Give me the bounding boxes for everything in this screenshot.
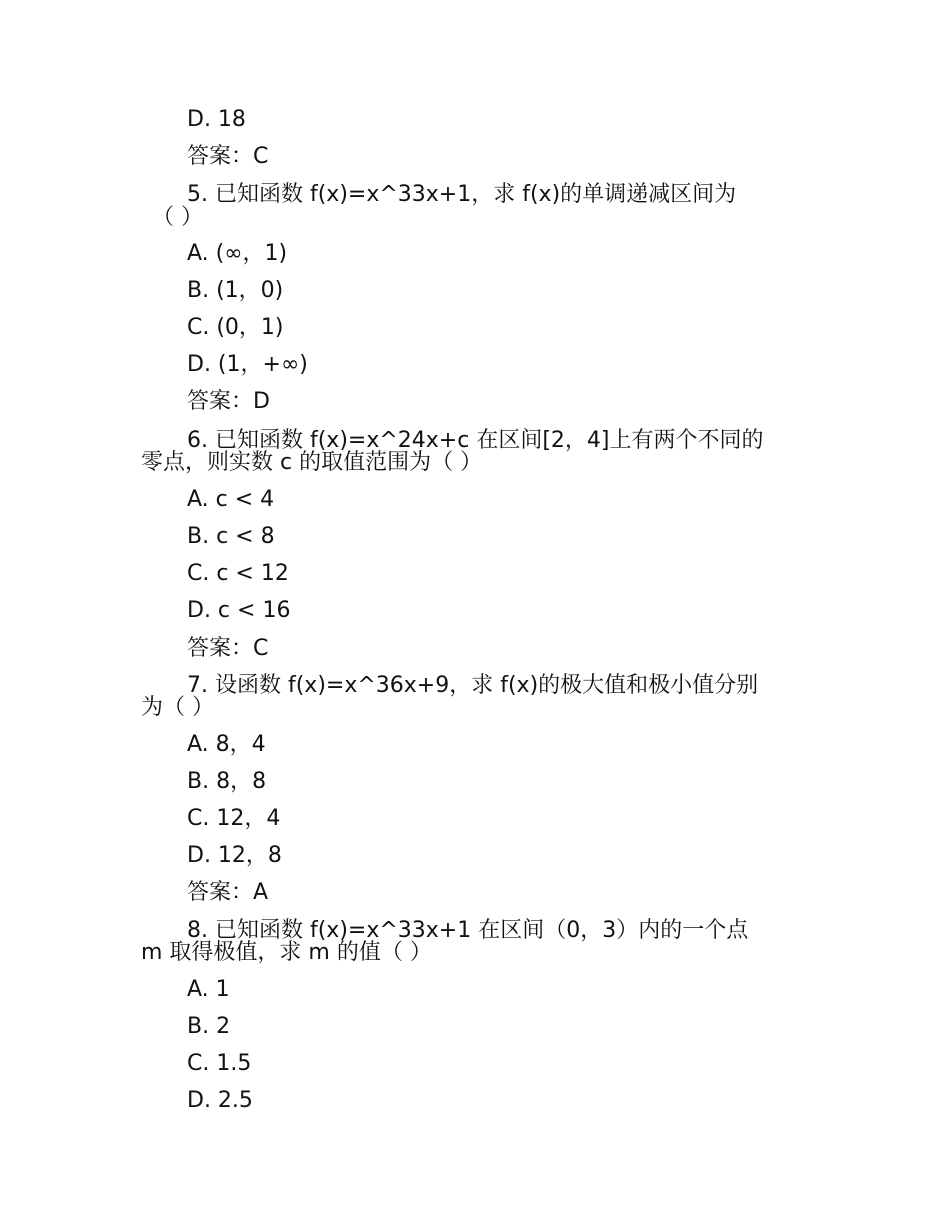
option-5a: A. (∞，1)	[187, 241, 288, 266]
option-6b: B. c < 8	[187, 524, 275, 549]
question-8-line1: 8. 已知函数 f(x)=x^33x+1 在区间（0，3）内的一个点	[187, 918, 749, 943]
answer-5: 答案：D	[187, 389, 270, 414]
answer-7: 答案：A	[187, 880, 269, 905]
option-8d: D. 2.5	[187, 1088, 253, 1113]
question-6-line1: 6. 已知函数 f(x)=x^24x+c 在区间[2，4]上有两个不同的	[187, 428, 764, 453]
option-8a: A. 1	[187, 977, 230, 1002]
option-6c: C. c < 12	[187, 561, 289, 586]
option-7d: D. 12，8	[187, 843, 282, 868]
question-8-line2: m 取得极值，求 m 的值（ ）	[141, 940, 432, 965]
option-5d: D. (1，+∞)	[187, 352, 308, 377]
answer-6: 答案：C	[187, 636, 269, 661]
option-6d: D. c < 16	[187, 598, 291, 623]
question-6-line2: 零点，则实数 c 的取值范围为（ ）	[141, 450, 483, 475]
answer-4: 答案：C	[187, 144, 269, 169]
question-7-line1: 7. 设函数 f(x)=x^36x+9，求 f(x)的极大值和极小值分别	[187, 673, 759, 698]
option-4d: D. 18	[187, 107, 246, 132]
option-8c: C. 1.5	[187, 1051, 252, 1076]
question-5-line1: 5. 已知函数 f(x)=x^33x+1，求 f(x)的单调递减区间为	[187, 182, 737, 207]
option-7c: C. 12，4	[187, 806, 281, 831]
option-7b: B. 8，8	[187, 769, 267, 794]
option-5c: C. (0，1)	[187, 315, 284, 340]
question-7-line2: 为（ ）	[141, 695, 214, 720]
question-5-line2: （ ）	[152, 205, 203, 230]
option-6a: A. c < 4	[187, 487, 275, 512]
option-7a: A. 8，4	[187, 732, 266, 757]
option-5b: B. (1，0)	[187, 278, 284, 303]
option-8b: B. 2	[187, 1014, 231, 1039]
